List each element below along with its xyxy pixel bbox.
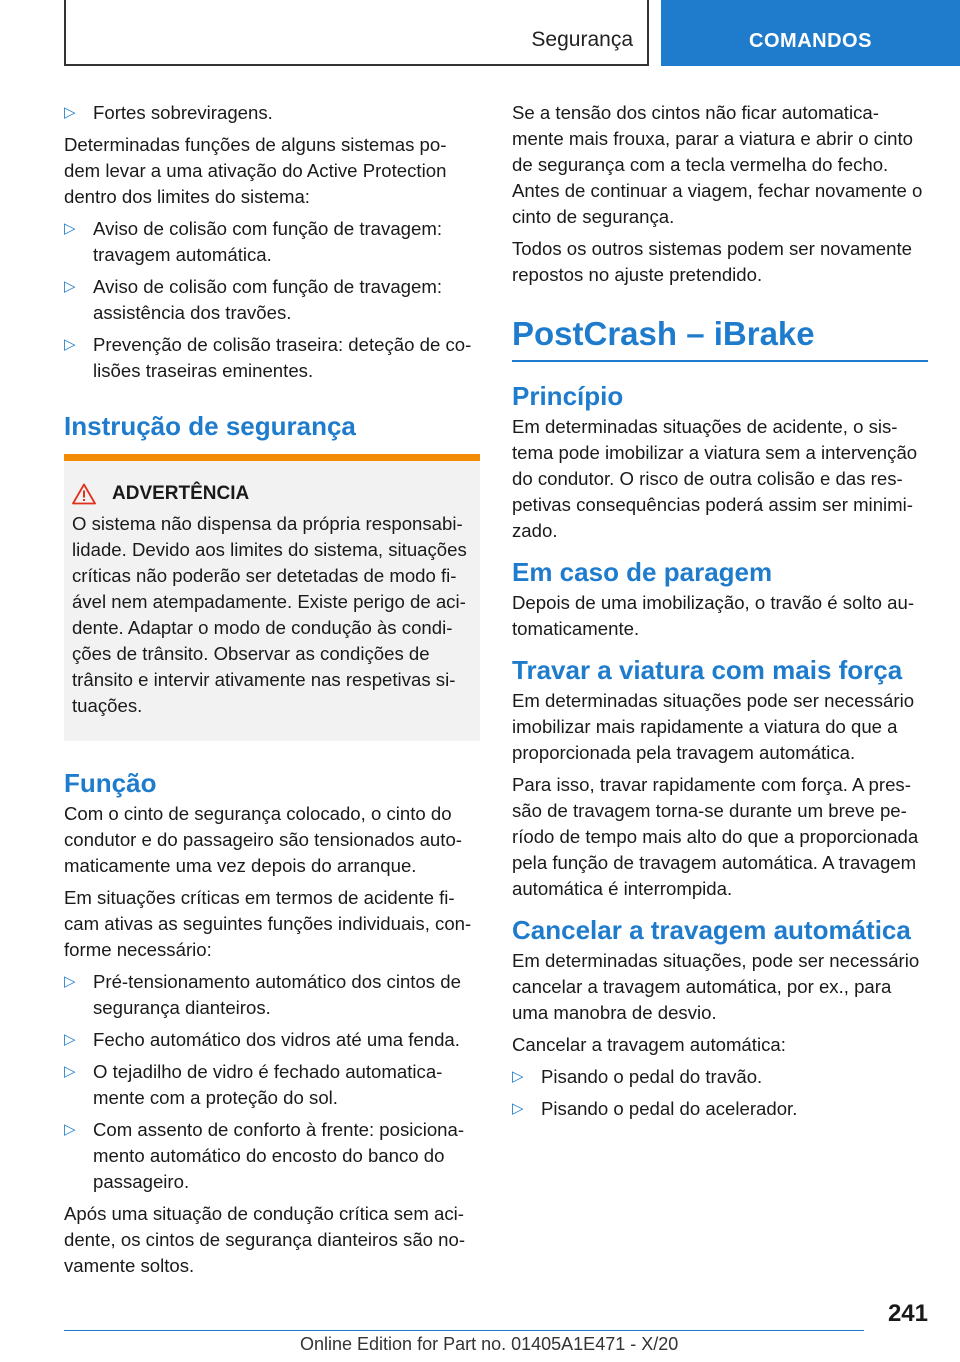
paragraph: Após uma situação de condução crítica sem aci-dente, os cintos de segurança dianteiros são no-vamente soltos. <box>64 1203 466 1276</box>
triangle-bullet-icon: ▷ <box>64 973 76 990</box>
footer-divider <box>64 1330 864 1331</box>
warning-box <box>64 454 480 741</box>
paragraph: Se a tensão dos cintos não ficar automatica-mente mais frouxa, parar a viatura e abrir o cinto de segurança com a tecla vermelha do fecho. Antes de continuar a viagem, fechar novamente o cinto de segurança. <box>512 102 923 227</box>
list-item: ▷ Pisando o pedal do travão. <box>512 1064 928 1090</box>
section-title: Segurança <box>531 28 633 51</box>
list-item: ▷ O tejadilho de vidro é fechado automatica-mente com a proteção do sol. <box>64 1061 443 1108</box>
right-column <box>512 100 928 1128</box>
list-item: ▷ Pisando o pedal do acelerador. <box>512 1096 928 1122</box>
paragraph: Determinadas funções de alguns sistemas po-dem levar a uma ativação do Active Protection dentro dos limites do sistema: <box>64 134 447 207</box>
warning-title: ADVERTÊNCIA <box>72 483 472 505</box>
intro-list <box>64 100 480 126</box>
list-item: ▷ Aviso de colisão com função de travagem: assistência dos travões. <box>64 276 442 323</box>
systems-list <box>64 216 480 384</box>
triangle-bullet-icon: ▷ <box>64 1063 76 1080</box>
header-chapter-tab <box>661 0 960 66</box>
paragraph: Com o cinto de segurança colocado, o cinto do condutor e do passageiro são tensionados auto-maticamente uma vez depois do arranque. <box>64 803 462 876</box>
heading-divider <box>512 360 928 362</box>
triangle-bullet-icon: ▷ <box>64 104 76 121</box>
triangle-bullet-icon: ▷ <box>64 220 76 237</box>
safety-heading: Instrução de segurança <box>64 411 356 441</box>
triangle-bullet-icon: ▷ <box>512 1100 524 1117</box>
paragraph: Em determinadas situações pode ser necessário imobilizar mais rapidamente a viatura do que a proporcionada pela travagem automática. <box>512 690 915 763</box>
list-item: ▷ Pré-tensionamento automático dos cintos de segurança dianteiros. <box>64 971 461 1018</box>
triangle-bullet-icon: ▷ <box>64 278 76 295</box>
cancel-list <box>512 1064 928 1122</box>
paragraph: Todos os outros sistemas podem ser novamente repostos no ajuste pretendido. <box>512 238 912 285</box>
triangle-bullet-icon: ▷ <box>64 1121 76 1138</box>
list-item: ▷ Fecho automático dos vidros até uma fenda. <box>64 1027 480 1053</box>
paragraph: Em determinadas situações de acidente, o sis-tema pode imobilizar a viatura sem a intervenção do condutor. O risco de outra colisão e das res-petivas consequências poderá assim ser minimi-zado. <box>512 416 918 541</box>
chapter-heading: PostCrash – iBrake <box>512 315 815 352</box>
warning-text: O sistema não dispensa da própria responsabi-lidade. Devido aos limites do sistema, situações críticas não poderão ser detetadas de modo fi-ável nem atempadamente. Existe perigo de aci-dente. Adaptar o modo de condução às condi-ções de trânsito. Observar as condições de trânsito e intervir ativamente nas respetivas si-tuações. <box>72 513 467 716</box>
paragraph: Depois de uma imobilização, o travão é solto au-tomaticamente. <box>512 592 915 639</box>
principle-heading: Princípio <box>512 381 624 411</box>
warning-triangle-icon <box>72 483 96 505</box>
paragraph: Em determinadas situações, pode ser necessário cancelar a travagem automática, por ex., para uma manobra de desvio. <box>512 950 920 1023</box>
left-column <box>64 100 480 1285</box>
function-heading: Função <box>64 768 157 798</box>
header-section-box <box>64 0 649 66</box>
triangle-bullet-icon: ▷ <box>512 1068 524 1085</box>
paragraph: Para isso, travar rapidamente com força. A pres-são de travagem torna-se durante um breve pe-ríodo de tempo mais alto do que a proporcionada pela função de travagem automática. A travagem automática é interrompida. <box>512 774 919 899</box>
postcrash-title-block <box>512 314 928 362</box>
triangle-bullet-icon: ▷ <box>64 1031 76 1048</box>
paragraph: Cancelar a travagem automática: <box>512 1034 786 1055</box>
list-item: ▷ Fortes sobreviragens. <box>64 100 480 126</box>
paragraph: Em situações críticas em termos de acidente fi-cam ativas as seguintes funções individuais, con-forme necessário: <box>64 887 472 960</box>
functions-list <box>64 969 480 1195</box>
brake-heading: Travar a viatura com mais força <box>512 655 903 685</box>
cancel-heading: Cancelar a travagem automática <box>512 915 911 945</box>
footer-edition: Online Edition for Part no. 01405A1E471 - X/20 <box>300 1334 679 1354</box>
stop-heading: Em caso de paragem <box>512 557 773 587</box>
list-item: ▷ Aviso de colisão com função de travagem: travagem automática. <box>64 218 442 265</box>
page-number: 241 <box>887 1300 928 1327</box>
list-item: ▷ Prevenção de colisão traseira: deteção de co-lisões traseiras eminentes. <box>64 334 472 381</box>
chapter-title: COMANDOS <box>749 30 872 52</box>
triangle-bullet-icon: ▷ <box>64 336 76 353</box>
list-item: ▷ Com assento de conforto à frente: posiciona-mento automático do encosto do banco do passageiro. <box>64 1119 465 1192</box>
